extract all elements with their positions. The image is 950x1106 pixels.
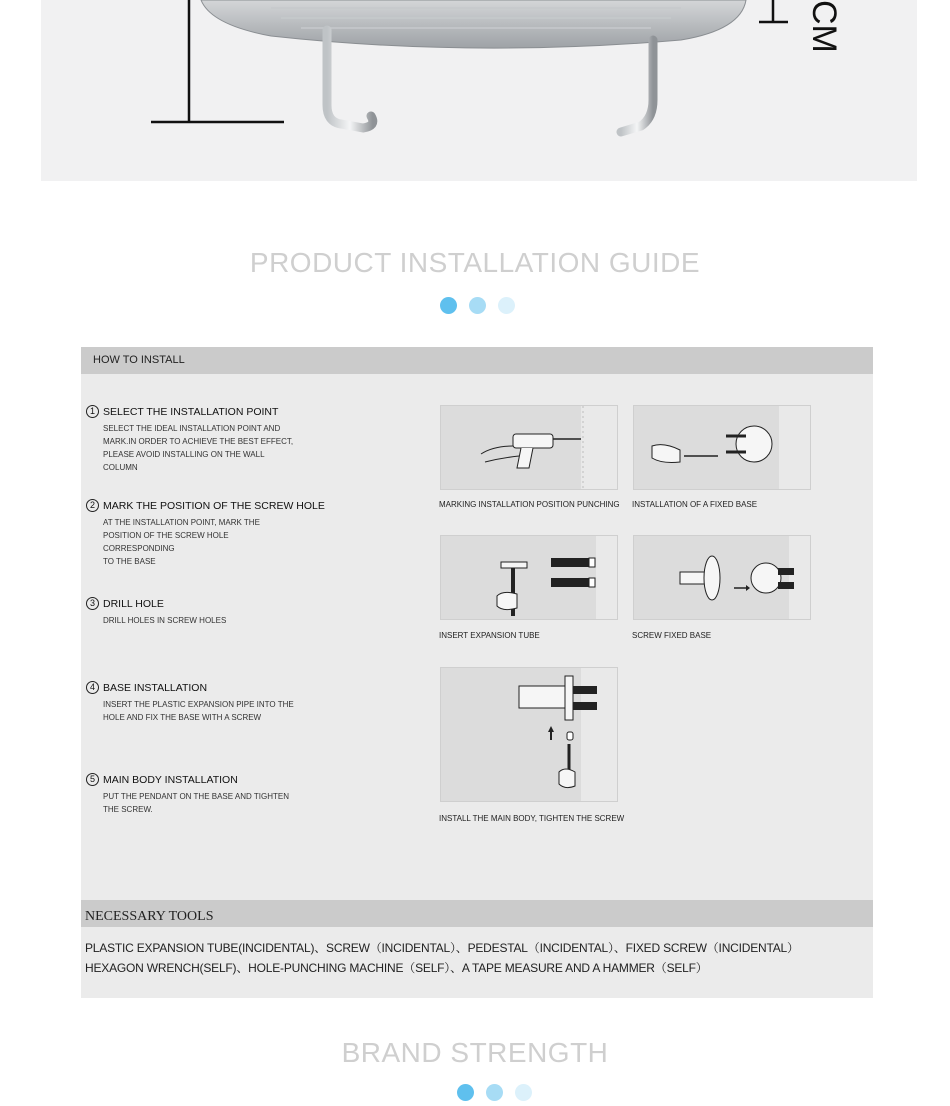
step-line: SELECT THE IDEAL INSTALLATION POINT AND: [103, 424, 281, 433]
base-plate-illustration: [633, 535, 811, 620]
hammer-icon: [441, 536, 618, 620]
install-step-1: [86, 405, 326, 474]
how-to-install-bar: [81, 347, 873, 374]
installation-guide-panel: [81, 347, 873, 998]
dimension-unit-label: CM: [805, 0, 843, 53]
screwdriver-icon: [634, 406, 811, 490]
step-description: [103, 698, 298, 724]
step-description: [103, 422, 298, 474]
install-step-4: [86, 681, 326, 724]
step-line: THE SCREW.: [103, 805, 153, 814]
installation-guide-title: PRODUCT INSTALLATION GUIDE: [249, 247, 701, 278]
wall-mount-illustration: [440, 667, 618, 802]
base-plate-icon: [634, 536, 811, 620]
step-number: 2: [86, 499, 99, 512]
step-title: BASE INSTALLATION: [103, 681, 208, 694]
step-line: TO THE BASE: [103, 557, 156, 566]
step-title: SELECT THE INSTALLATION POINT: [103, 405, 279, 418]
necessary-tools-heading: NECESSARY TOOLS: [85, 909, 214, 924]
step-line: INSERT THE PLASTIC EXPANSION PIPE INTO THE: [103, 700, 294, 709]
carousel-dot-1[interactable]: [440, 297, 457, 314]
carousel-dot-3[interactable]: [498, 297, 515, 314]
tools-line-2: HEXAGON WRENCH(SELF)、HOLE-PUNCHING MACHINE（SELF）、A TAPE MEASURE AND A HAMMER（SELF）: [85, 961, 708, 975]
brand-carousel-dots: [457, 1084, 532, 1101]
product-photo: [41, 0, 917, 181]
step-caption: INSTALL THE MAIN BODY, TIGHTEN THE SCREW: [439, 814, 625, 823]
wall-mount-icon: [441, 668, 618, 802]
installation-carousel-dots: [440, 297, 515, 314]
hammer-illustration: [440, 535, 618, 620]
step-caption: MARKING INSTALLATION POSITION PUNCHING: [439, 500, 620, 509]
step-line: POSITION OF THE SCREW HOLE CORRESPONDING: [103, 531, 229, 553]
carousel-dot-3[interactable]: [515, 1084, 532, 1101]
step-caption: INSERT EXPANSION TUBE: [439, 631, 540, 640]
drill-icon: [441, 406, 618, 490]
screwdriver-illustration: [633, 405, 811, 490]
step-line: HOLE AND FIX THE BASE WITH A SCREW: [103, 713, 262, 722]
step-title: MAIN BODY INSTALLATION: [103, 773, 238, 786]
step-description: [103, 614, 298, 627]
drill-illustration: [440, 405, 618, 490]
install-step-2: [86, 499, 346, 568]
step-caption: SCREW FIXED BASE: [632, 631, 712, 640]
step-line: COLUMN: [103, 463, 138, 472]
carousel-dot-2[interactable]: [486, 1084, 503, 1101]
shelf-photo-illustration: [41, 0, 917, 181]
carousel-dot-1[interactable]: [457, 1084, 474, 1101]
step-number: 3: [86, 597, 99, 610]
step-number: 4: [86, 681, 99, 694]
brand-strength-title: BRAND STRENGTH: [341, 1037, 609, 1068]
step-caption: INSTALLATION OF A FIXED BASE: [632, 500, 758, 509]
step-line: DRILL HOLES IN SCREW HOLES: [103, 616, 227, 625]
necessary-tools-bar: [81, 900, 873, 927]
step-number: 1: [86, 405, 99, 418]
how-to-install-heading: HOW TO INSTALL: [93, 354, 185, 366]
step-title: MARK THE POSITION OF THE SCREW HOLE: [103, 499, 325, 512]
step-line: PUT THE PENDANT ON THE BASE AND TIGHTEN: [103, 792, 289, 801]
step-description: [103, 516, 298, 568]
step-description: [103, 790, 298, 816]
step-line: AT THE INSTALLATION POINT, MARK THE: [103, 518, 260, 527]
carousel-dot-2[interactable]: [469, 297, 486, 314]
tools-line-1: PLASTIC EXPANSION TUBE(INCIDENTAL)、SCREW（INCIDENTAL）、PEDESTAL（INCIDENTAL）、FIXED SCREW（INCIDENTAL）: [85, 941, 799, 955]
install-step-3: [86, 597, 326, 627]
step-line: MARK.IN ORDER TO ACHIEVE THE BEST EFFECT,: [103, 437, 294, 446]
step-number: 5: [86, 773, 99, 786]
step-line: PLEASE AVOID INSTALLING ON THE WALL: [103, 450, 265, 459]
step-title: DRILL HOLE: [103, 597, 164, 610]
install-step-5: [86, 773, 326, 816]
